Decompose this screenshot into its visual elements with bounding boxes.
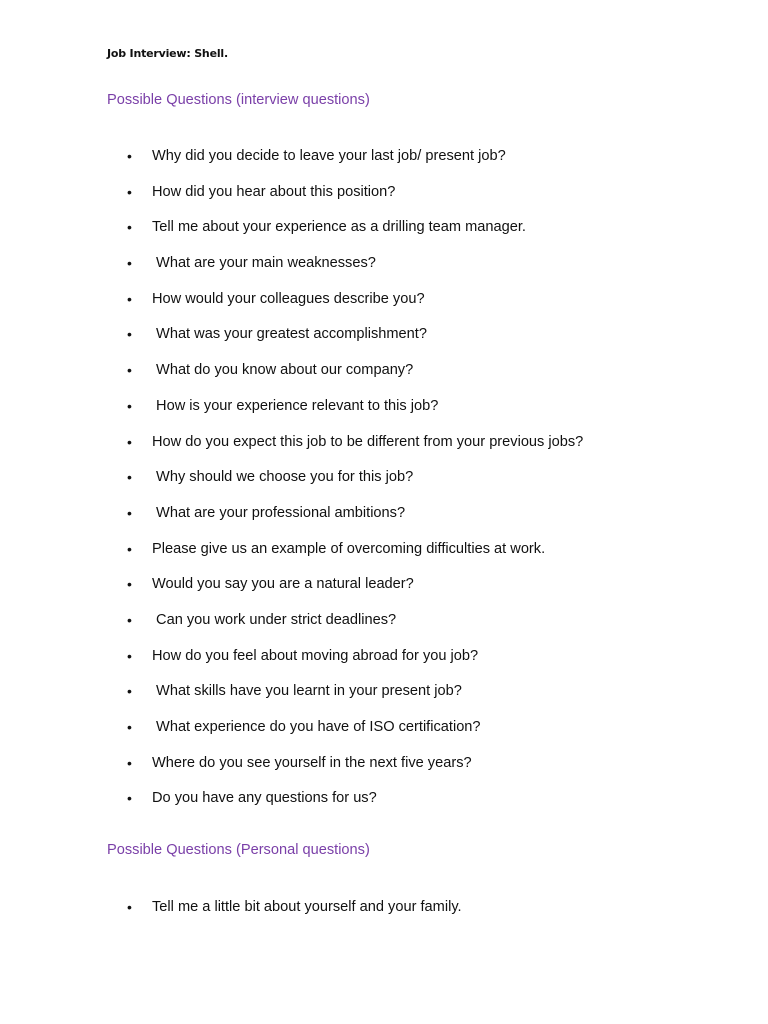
question-text: How is your experience relevant to this job? xyxy=(152,397,439,414)
list-item xyxy=(0,182,768,218)
list-item xyxy=(0,574,768,610)
bullet-icon: • xyxy=(127,683,132,700)
bullet-icon: • xyxy=(127,790,132,807)
question-text: Would you say you are a natural leader? xyxy=(152,576,414,593)
list-item xyxy=(0,217,768,253)
question-text: What skills have you learnt in your present job? xyxy=(152,683,462,700)
list-item xyxy=(0,539,768,575)
bullet-icon: • xyxy=(127,326,132,343)
list-item xyxy=(0,289,768,325)
list-item xyxy=(0,253,768,289)
question-text: What do you know about our company? xyxy=(152,362,414,379)
question-text: What experience do you have of ISO certification? xyxy=(152,719,481,735)
bullet-icon: • xyxy=(127,576,132,593)
bullet-icon: • xyxy=(127,148,132,164)
question-text: Do you have any questions for us? xyxy=(152,790,377,807)
question-text: Why did you decide to leave your last job/ present job? xyxy=(152,148,506,164)
list-item xyxy=(0,610,768,646)
list-item xyxy=(0,897,768,933)
section-heading-interview: Possible Questions (interview questions) xyxy=(107,92,370,108)
list-item xyxy=(0,146,768,182)
list-item xyxy=(0,396,768,432)
list-item xyxy=(0,681,768,717)
list-item xyxy=(0,467,768,503)
question-text: What are your main weaknesses? xyxy=(152,255,376,272)
question-text: How do you feel about moving abroad for you job? xyxy=(152,647,479,664)
bullet-icon: • xyxy=(127,899,132,915)
list-item xyxy=(0,717,768,753)
list-item xyxy=(0,646,768,682)
bullet-icon: • xyxy=(127,719,132,735)
question-text: How did you hear about this position? xyxy=(152,183,396,200)
list-item xyxy=(0,324,768,360)
list-item xyxy=(0,432,768,468)
question-text: Please give us an example of overcoming difficulties at work. xyxy=(152,540,546,557)
list-item xyxy=(0,753,768,789)
bullet-icon: • xyxy=(127,290,132,307)
list-item xyxy=(0,360,768,396)
bullet-icon: • xyxy=(127,219,132,236)
bullet-icon: • xyxy=(127,754,132,771)
question-text: How do you expect this job to be different from your previous jobs? xyxy=(152,433,584,450)
bullet-icon: • xyxy=(127,611,132,628)
bullet-icon: • xyxy=(127,183,132,200)
section-heading-personal: Possible Questions (Personal questions) xyxy=(107,842,370,858)
question-text: Tell me a little bit about yourself and your family. xyxy=(152,899,462,915)
list-item xyxy=(0,788,768,824)
bullet-icon: • xyxy=(127,362,132,379)
bullet-icon: • xyxy=(127,397,132,414)
question-text: Tell me about your experience as a drilling team manager. xyxy=(152,219,526,236)
question-text: How would your colleagues describe you? xyxy=(152,290,425,307)
question-text: Can you work under strict deadlines? xyxy=(152,611,397,628)
bullet-icon: • xyxy=(127,540,132,557)
personal-question-list xyxy=(0,897,768,933)
question-text: Why should we choose you for this job? xyxy=(152,469,414,486)
question-text: Where do you see yourself in the next five years? xyxy=(152,754,472,771)
bullet-icon: • xyxy=(127,433,132,450)
bullet-icon: • xyxy=(127,469,132,486)
question-text: What was your greatest accomplishment? xyxy=(152,326,427,343)
interview-question-list xyxy=(0,146,768,824)
document-title: Job Interview: Shell. xyxy=(107,47,228,60)
bullet-icon: • xyxy=(127,255,132,272)
bullet-icon: • xyxy=(127,504,132,521)
question-text: What are your professional ambitions? xyxy=(152,504,406,521)
list-item xyxy=(0,503,768,539)
bullet-icon: • xyxy=(127,647,132,664)
